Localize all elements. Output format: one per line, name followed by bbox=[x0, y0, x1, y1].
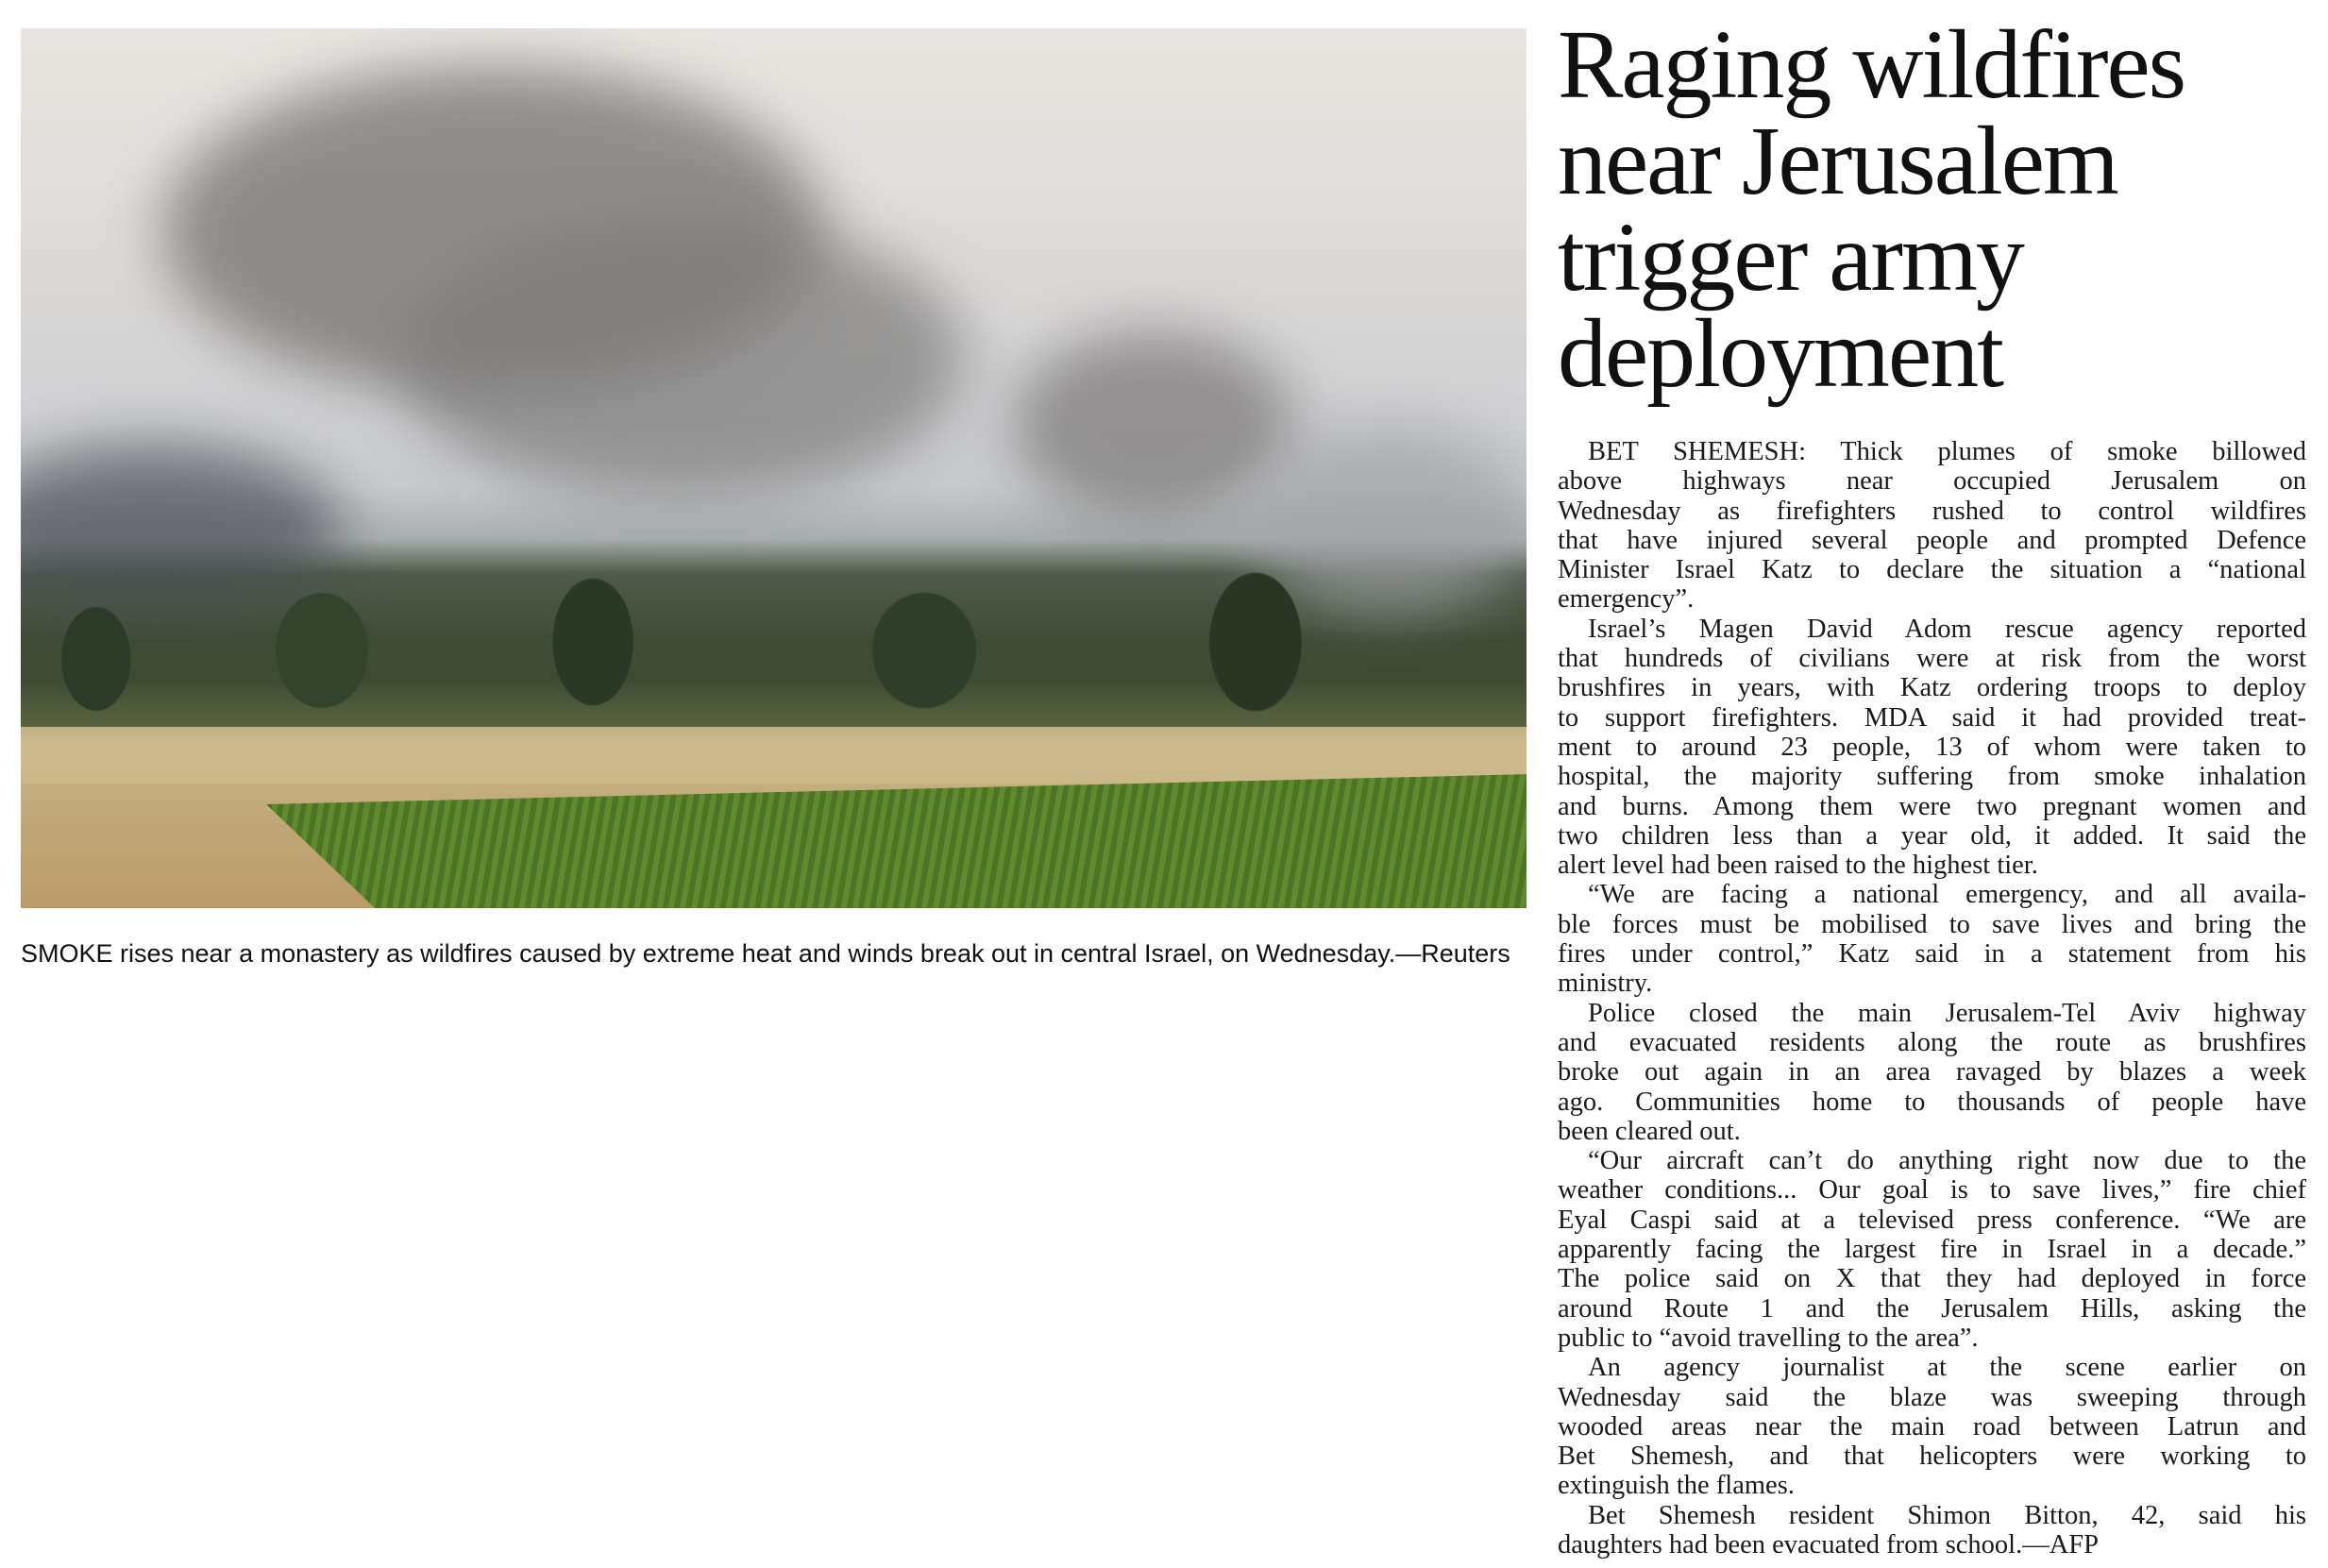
article-line: Israel’s Magen David Adom rescue agency reported bbox=[1588, 614, 2306, 644]
article-paragraph bbox=[1558, 880, 2306, 998]
wildfire-photo bbox=[21, 28, 1527, 908]
article-line: “We are facing a national emergency, and all availa- bbox=[1588, 880, 2306, 910]
article-paragraph bbox=[1558, 1501, 2306, 1560]
article-line: fires under control,” Katz said in a statement from his bbox=[1558, 939, 2306, 969]
photo-caption: SMOKE rises near a monastery as wildfires caused by extreme heat and winds break out in central Israel, on Wednesday.—Reuters bbox=[21, 939, 1510, 968]
tree-line bbox=[21, 557, 1527, 727]
headline-line: deployment bbox=[1558, 299, 2003, 408]
article-line: and burns. Among them were two pregnant women and bbox=[1558, 791, 2306, 821]
article-paragraph bbox=[1558, 437, 2306, 615]
article-line: that have injured several people and prompted Defence bbox=[1558, 525, 2306, 555]
headline-line: Raging wildfires bbox=[1558, 10, 2185, 119]
article-line: public to “avoid travelling to the area”. bbox=[1558, 1323, 1979, 1353]
article-paragraph bbox=[1558, 1146, 2306, 1353]
article-line: around Route 1 and the Jerusalem Hills, asking the bbox=[1558, 1293, 2306, 1324]
smoke-plume bbox=[1012, 330, 1295, 519]
article-line: ment to around 23 people, 13 of whom were taken to bbox=[1558, 732, 2306, 762]
headline-line: near Jerusalem bbox=[1558, 107, 2117, 215]
article-line: The police said on X that they had deployed in force bbox=[1558, 1264, 2306, 1294]
article-line: BET SHEMESH: Thick plumes of smoke billowed bbox=[1588, 437, 2306, 466]
article-line: wooded areas near the main road between Latrun and bbox=[1558, 1411, 2306, 1442]
article-line: alert level had been raised to the highest tier. bbox=[1558, 851, 2038, 881]
article-line: Wednesday said the blaze was sweeping through bbox=[1558, 1382, 2306, 1412]
headline-line: trigger army bbox=[1558, 203, 2023, 312]
article-line: ministry. bbox=[1558, 969, 1653, 999]
article-paragraph bbox=[1558, 1353, 2306, 1500]
article-line: Eyal Caspi said at a televised press conference. “We are bbox=[1558, 1205, 2306, 1235]
article-paragraph bbox=[1558, 615, 2306, 881]
headline bbox=[1558, 10, 2313, 408]
article-line: Bet Shemesh, and that helicopters were working to bbox=[1558, 1442, 2306, 1472]
article-line: “Our aircraft can’t do anything right now due to the bbox=[1588, 1146, 2306, 1176]
article-body bbox=[1558, 437, 2306, 1560]
article-line: apparently facing the largest fire in Israel in a decade.” bbox=[1558, 1235, 2306, 1265]
article-line: Bet Shemesh resident Shimon Bitton, 42, said his bbox=[1588, 1500, 2306, 1530]
article-line: daughters had been evacuated from school.—AFP bbox=[1558, 1529, 2100, 1560]
article-line: extinguish the flames. bbox=[1558, 1471, 1795, 1501]
article-line: brushfires in years, with Katz ordering troops to deploy bbox=[1558, 673, 2306, 703]
article-line: and evacuated residents along the route as brushfires bbox=[1558, 1027, 2306, 1057]
article-line: broke out again in an area ravaged by blazes a week bbox=[1558, 1057, 2306, 1087]
article-line: emergency”. bbox=[1558, 584, 1695, 615]
article-line: ble forces must be mobilised to save lives and bring the bbox=[1558, 909, 2306, 939]
article-line: hospital, the majority suffering from smoke inhalation bbox=[1558, 762, 2306, 792]
article-paragraph bbox=[1558, 999, 2306, 1146]
article-line: above highways near occupied Jerusalem on bbox=[1558, 466, 2306, 497]
article-line: Minister Israel Katz to declare the situation a “national bbox=[1558, 555, 2306, 585]
smoke-plume bbox=[398, 217, 965, 500]
article-line: Wednesday as firefighters rushed to control wildfires bbox=[1558, 496, 2306, 526]
article-line: been cleared out. bbox=[1558, 1116, 1741, 1146]
article-line: An agency journalist at the scene earlier on bbox=[1588, 1353, 2306, 1383]
article-line: Police closed the main Jerusalem-Tel Aviv highway bbox=[1588, 998, 2306, 1028]
article-line: two children less than a year old, it added. It said the bbox=[1558, 820, 2306, 851]
article-line: to support firefighters. MDA said it had provided treat- bbox=[1558, 702, 2306, 733]
article-line: weather conditions... Our goal is to save lives,” fire chief bbox=[1558, 1175, 2306, 1206]
article-line: that hundreds of civilians were at risk from the worst bbox=[1558, 644, 2306, 674]
article-line: ago. Communities home to thousands of people have bbox=[1558, 1087, 2306, 1117]
